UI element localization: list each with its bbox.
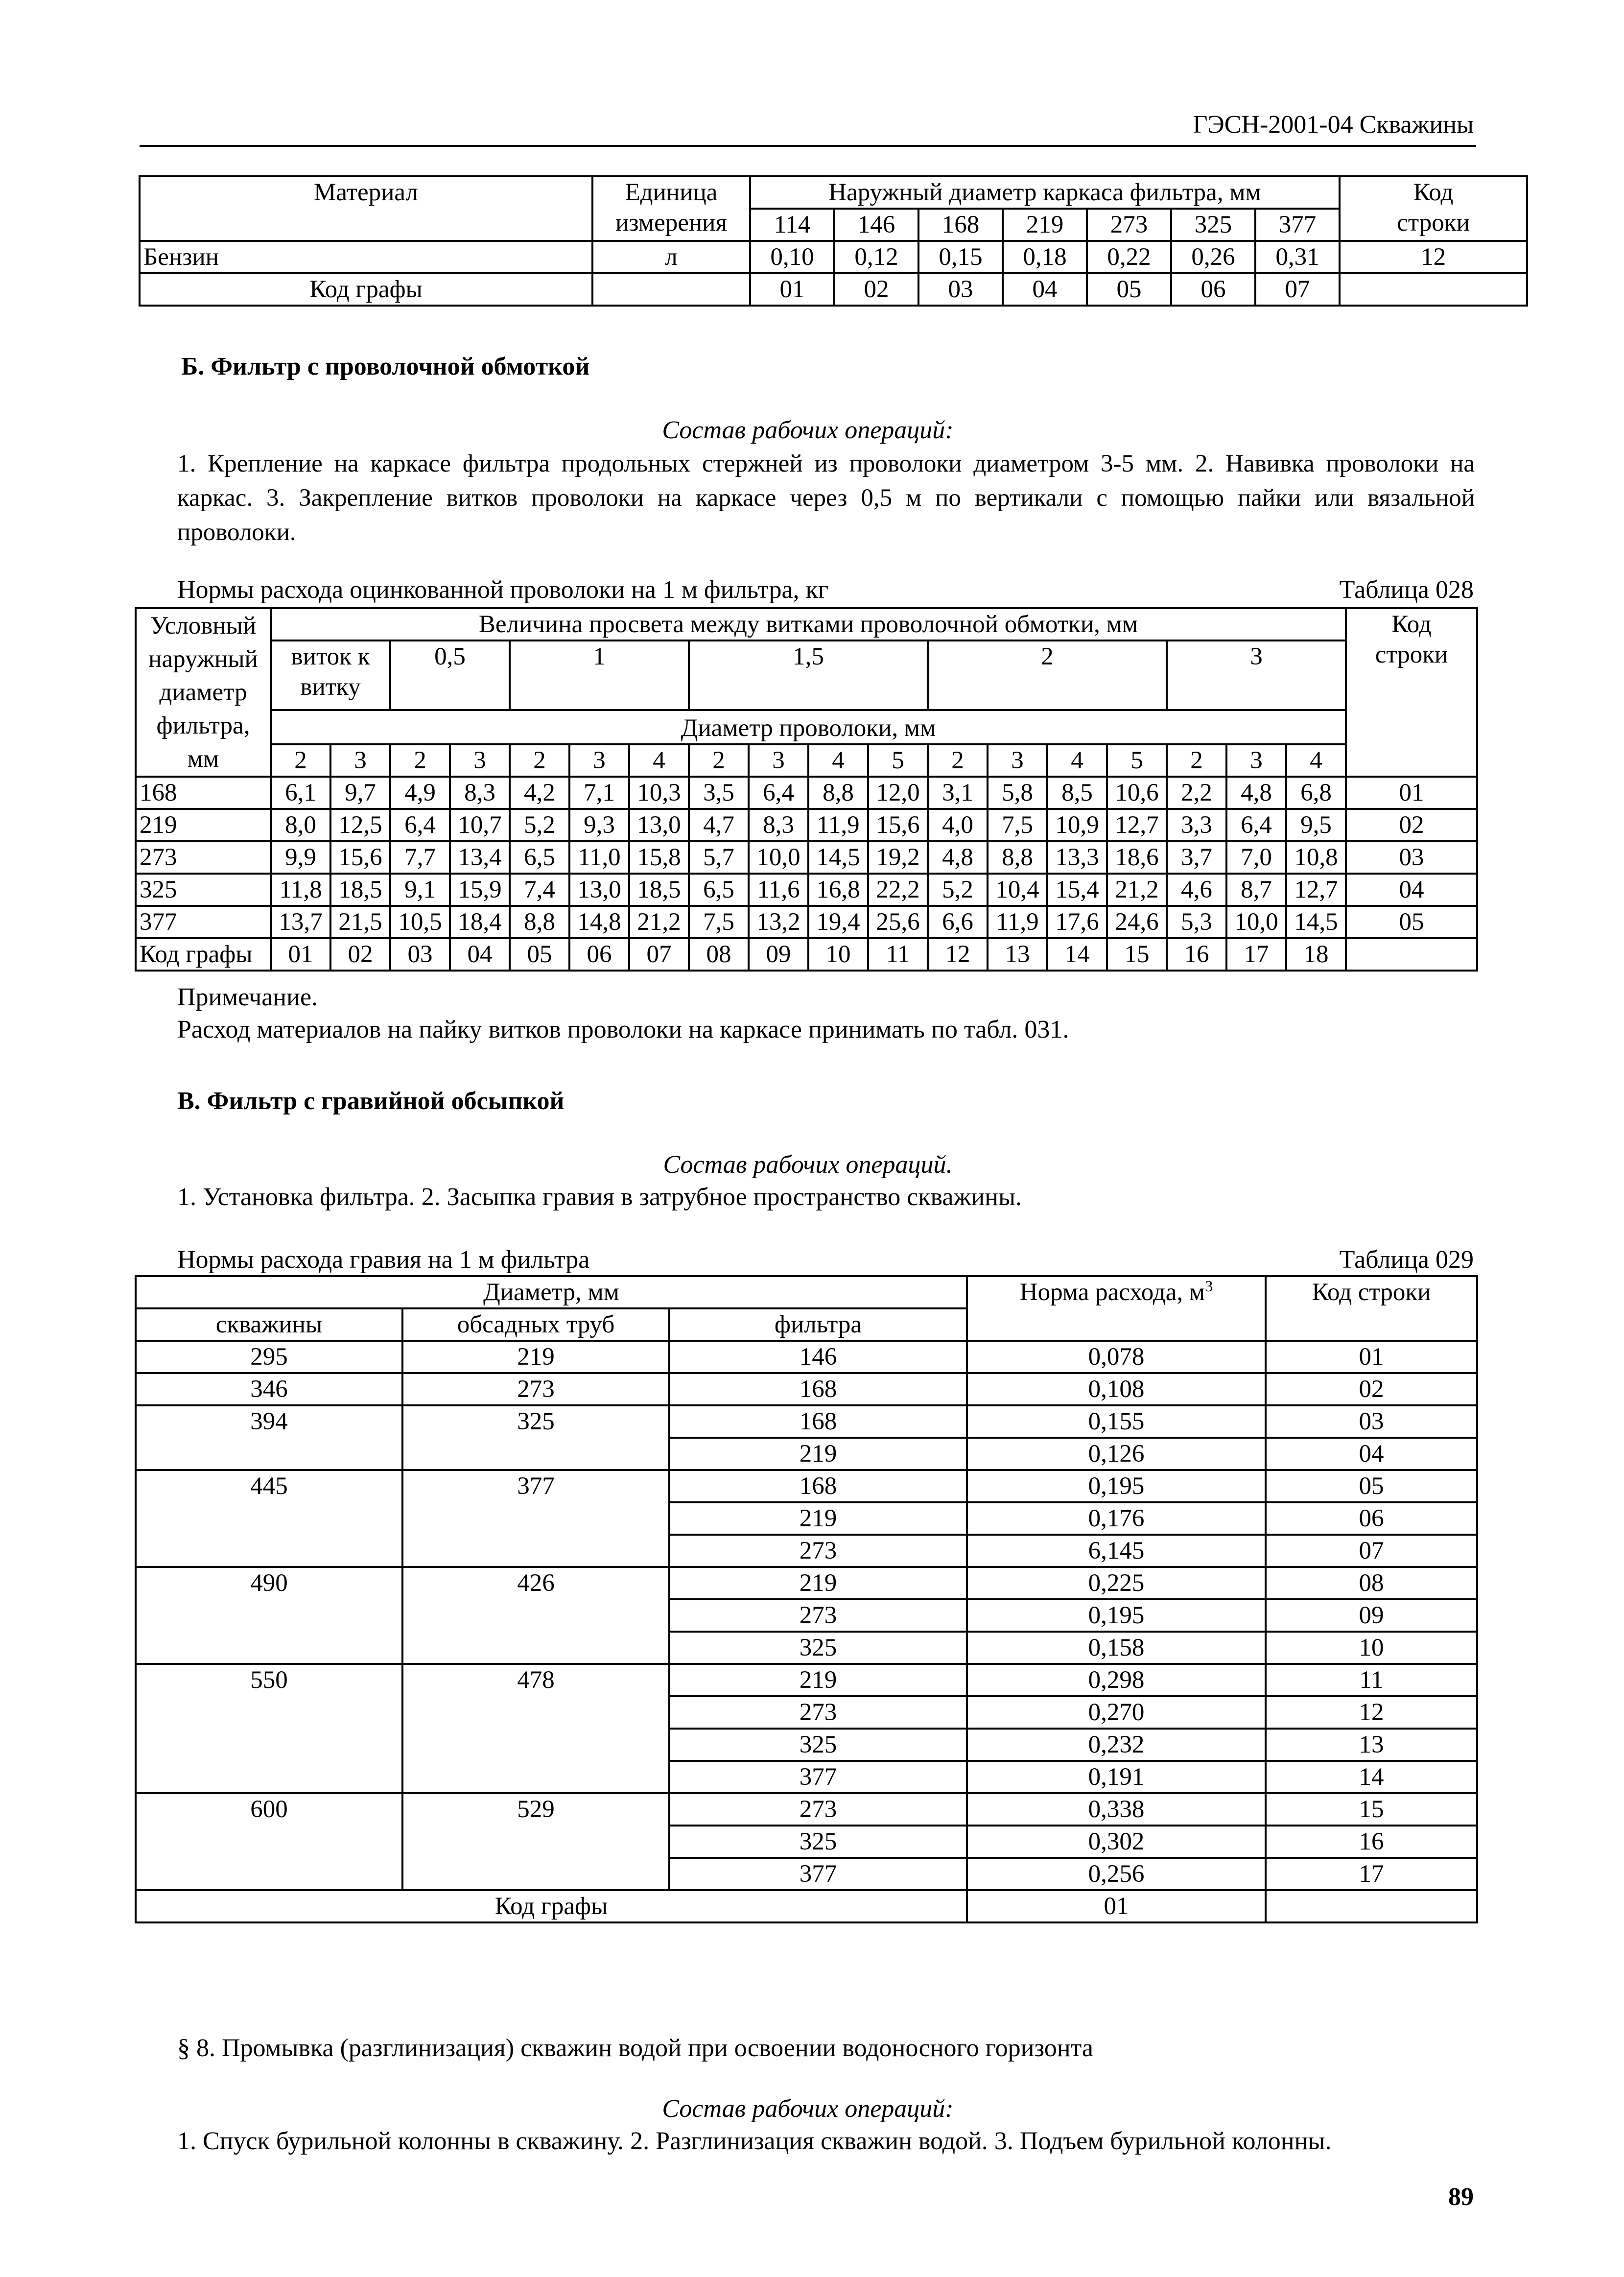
column-code: 09 [749,938,808,971]
wire-consumption-value: 11,0 [569,841,629,874]
consumption-value: 0,31 [1255,241,1340,273]
nominal-diameter-header-line: Условный [150,612,257,640]
casing-diameter: 325 [402,1405,669,1470]
wire-diameter-header: 4 [1286,744,1346,777]
wire-consumption-value: 10,0 [1226,906,1286,938]
wire-consumption-value: 14,5 [1286,906,1346,938]
wire-consumption-value: 4,2 [510,777,569,809]
casing-diameter: 219 [402,1341,669,1373]
filter-diameter: 325 [669,1826,967,1858]
wire-consumption-value: 19,4 [808,906,868,938]
note-text: Расход материалов на пайку витков проволоки на каркасе принимать по табл. 031. [177,1016,1069,1044]
wire-diameter-header: 2 [928,744,988,777]
wire-consumption-value: 21,2 [629,906,689,938]
well-diameter: 346 [136,1373,402,1405]
wire-consumption-value: 12,7 [1286,874,1346,906]
wire-consumption-value: 9,3 [569,809,629,841]
wire-consumption-value: 18,6 [1107,841,1167,874]
wire-consumption-value: 7,5 [988,809,1047,841]
wire-consumption-value: 8,8 [808,777,868,809]
col-header-row-code: Код строки [1266,1276,1477,1341]
row-code: 17 [1266,1858,1477,1890]
col-header-nominal-diameter [136,608,271,777]
wire-diameter-header: 2 [689,744,749,777]
wire-consumption-value: 11,8 [271,874,330,906]
consumption-value: 0,15 [918,241,1003,273]
row-code: 01 [1266,1341,1477,1373]
table-029-caption-text: Нормы расхода гравия на 1 м фильтра [177,1246,590,1274]
wire-consumption-value: 17,6 [1047,906,1107,938]
wire-consumption-value: 6,4 [390,809,450,841]
nominal-diameter: 168 [136,777,271,809]
note-title: Примечание. [177,983,318,1011]
row-code: 01 [1346,777,1477,809]
gap-1-5: 1,5 [689,640,928,710]
consumption-value: 0,18 [1003,241,1087,273]
wire-diameter-header: 4 [808,744,868,777]
diameter-header: 114 [750,209,834,241]
table-029-number: Таблица 029 [1339,1246,1474,1274]
header-rule [140,145,1476,147]
wire-consumption-value: 10,6 [1107,777,1167,809]
row-code: 04 [1266,1438,1477,1470]
wire-diameter-header: 3 [450,744,510,777]
wire-consumption-value: 9,9 [271,841,330,874]
wire-consumption-value: 13,0 [629,809,689,841]
filter-diameter: 325 [669,1632,967,1664]
wire-diameter-header: 3 [330,744,390,777]
wire-consumption-value: 4,6 [1167,874,1226,906]
filter-diameter: 377 [669,1761,967,1793]
wire-consumption-value: 14,8 [569,906,629,938]
section-8-ops-text: 1. Спуск бурильной колонны в скважину. 2. Разглинизация скважин водой. 3. Подъем бурильной колонны. [177,2127,1332,2155]
nominal-diameter: 377 [136,906,271,938]
row-code: 16 [1266,1826,1477,1858]
wire-consumption-value: 6,5 [510,841,569,874]
column-code: 03 [390,938,450,971]
wire-consumption-value: 8,3 [749,809,808,841]
table-029-caption [177,1244,1474,1276]
wire-consumption-value: 7,4 [510,874,569,906]
wire-consumption-value: 12,5 [330,809,390,841]
well-diameter: 394 [136,1405,402,1470]
row-code: 11 [1266,1664,1477,1696]
col-header-row-code: Код строки [1346,608,1477,777]
row-code: 06 [1266,1502,1477,1535]
empty-cell [1346,938,1477,971]
section-b-ops-title: Состав рабочих операций: [662,416,954,444]
col-header-norm: Норма расхода, $м^3$ [967,1276,1266,1341]
wire-diameter-header: 3 [988,744,1047,777]
wire-consumption-value: 5,8 [988,777,1047,809]
filter-diameter: 168 [669,1405,967,1438]
wire-consumption-value: 22,2 [868,874,928,906]
column-code: 06 [1171,273,1255,306]
diameter-header: 273 [1087,209,1171,241]
row-code: 04 [1346,874,1477,906]
column-code: 13 [988,938,1047,971]
col-header-unit: Единица измерения [592,176,750,241]
column-code: 11 [868,938,928,971]
wire-consumption-value: 4,8 [1226,777,1286,809]
wire-consumption-value: 12,0 [868,777,928,809]
wire-consumption-value: 15,6 [868,809,928,841]
gravel-table [135,1275,1478,1923]
column-code: 15 [1107,938,1167,971]
wire-diameter-header: 2 [271,744,330,777]
wire-diameter-header: 2 [1167,744,1226,777]
wire-consumption-value: 5,3 [1167,906,1226,938]
table-row [136,1567,1477,1599]
gravel-norm: 0,176 [967,1502,1266,1535]
table-row [136,874,1477,906]
section-v-ops-text: 1. Установка фильтра. 2. Засыпка гравия в затрубное пространство скважины. [177,1183,1022,1211]
wire-consumption-value: 8,3 [450,777,510,809]
nominal-diameter-header-line: наружный [148,645,258,673]
wire-diameter-header: 4 [1047,744,1107,777]
table-028-caption [177,574,1474,606]
column-code: 17 [1226,938,1286,971]
wire-consumption-value: 10,4 [988,874,1047,906]
running-header: ГЭСН-2001-04 Скважины [1193,111,1474,139]
gravel-norm: 0,126 [967,1438,1266,1470]
col-header-outer-diameter: Наружный диаметр каркаса фильтра, мм [750,176,1340,209]
table-row [136,906,1477,938]
wire-consumption-value: 18,4 [450,906,510,938]
wire-consumption-value: 15,9 [450,874,510,906]
wire-table [135,607,1478,972]
filter-diameter: 219 [669,1567,967,1599]
column-code: 01 [967,1890,1266,1922]
nominal-diameter: 273 [136,841,271,874]
wire-diameter-header: 5 [868,744,928,777]
wire-diameter-header: 5 [1107,744,1167,777]
column-code: 07 [629,938,689,971]
wire-consumption-value: 6,6 [928,906,988,938]
filter-diameter: 273 [669,1535,967,1567]
column-code-label: Код графы [136,938,271,971]
filter-diameter: 325 [669,1729,967,1761]
casing-diameter: 478 [402,1664,669,1793]
wire-consumption-value: 10,5 [390,906,450,938]
wire-consumption-value: 21,5 [330,906,390,938]
col-header-wire-diameter: Диаметр проволоки, мм [271,710,1346,744]
filter-diameter: 273 [669,1793,967,1826]
wire-consumption-value: 7,7 [390,841,450,874]
consumption-value: 0,22 [1087,241,1171,273]
filter-diameter: 219 [669,1664,967,1696]
wire-consumption-value: 7,5 [689,906,749,938]
diameter-header: 168 [918,209,1003,241]
wire-diameter-header: 2 [390,744,450,777]
wire-consumption-value: 10,3 [629,777,689,809]
filter-diameter: 219 [669,1502,967,1535]
table-row [136,1373,1477,1405]
table-row [136,1664,1477,1696]
gravel-norm: 0,195 [967,1470,1266,1502]
column-code: 10 [808,938,868,971]
wire-consumption-value: 6,8 [1286,777,1346,809]
section-v-title: В. Фильтр с гравийной обсыпкой [177,1087,565,1115]
wire-consumption-value: 8,0 [271,809,330,841]
filter-diameter: 219 [669,1438,967,1470]
wire-consumption-value: 9,7 [330,777,390,809]
casing-diameter: 529 [402,1793,669,1890]
wire-consumption-value: 3,7 [1167,841,1226,874]
wire-consumption-value: 8,5 [1047,777,1107,809]
column-code: 12 [928,938,988,971]
table-row [136,1470,1477,1502]
wire-diameter-header: 4 [629,744,689,777]
column-code: 14 [1047,938,1107,971]
wire-consumption-value: 10,8 [1286,841,1346,874]
column-code: 07 [1255,273,1340,306]
table-row [136,841,1477,874]
col-header-gap: Величина просвета между витками проволочной обмотки, мм [271,608,1346,640]
well-diameter: 600 [136,1793,402,1890]
wire-consumption-value: 4,9 [390,777,450,809]
wire-diameter-header: 3 [569,744,629,777]
col-header-material: Материал [140,176,592,241]
table-row [136,1793,1477,1826]
wire-consumption-value: 5,2 [928,874,988,906]
table-028-number: Таблица 028 [1339,576,1474,604]
row-code: 03 [1266,1405,1477,1438]
table-row [136,809,1477,841]
column-code: 02 [330,938,390,971]
row-code: 02 [1346,809,1477,841]
gravel-norm: 0,338 [967,1793,1266,1826]
column-code: 01 [750,273,834,306]
nominal-diameter-header-line: мм [187,745,219,773]
diameter-header: 377 [1255,209,1340,241]
material-name: Бензин [140,241,592,273]
diameter-header: 325 [1171,209,1255,241]
wire-consumption-value: 13,7 [271,906,330,938]
wire-consumption-value: 11,9 [808,809,868,841]
row-code: 07 [1266,1535,1477,1567]
row-code: 13 [1266,1729,1477,1761]
filter-diameter: 168 [669,1470,967,1502]
row-code: 05 [1346,906,1477,938]
row-code: 12 [1266,1696,1477,1729]
row-code: 05 [1266,1470,1477,1502]
wire-consumption-value: 7,0 [1226,841,1286,874]
col-header-well: скважины [136,1308,402,1341]
table-row [136,1405,1477,1438]
wire-consumption-value: 10,0 [749,841,808,874]
wire-consumption-value: 10,7 [450,809,510,841]
wire-consumption-value: 11,9 [988,906,1047,938]
column-code: 03 [918,273,1003,306]
wire-consumption-value: 18,5 [629,874,689,906]
gravel-norm: 0,108 [967,1373,1266,1405]
well-diameter: 550 [136,1664,402,1793]
table-028-caption-text: Нормы расхода оцинкованной проволоки на 1 м фильтра, кг [177,576,829,604]
filter-diameter: 273 [669,1696,967,1729]
filter-diameter: 273 [669,1599,967,1632]
wire-consumption-value: 15,8 [629,841,689,874]
gravel-norm: 0,195 [967,1599,1266,1632]
wire-consumption-value: 3,5 [689,777,749,809]
gravel-norm: 0,270 [967,1696,1266,1729]
wire-consumption-value: 8,8 [510,906,569,938]
filter-diameter: 146 [669,1341,967,1373]
col-header-filter: фильтра [669,1308,967,1341]
wire-diameter-header: 2 [510,744,569,777]
wire-consumption-value: 4,8 [928,841,988,874]
wire-consumption-value: 13,2 [749,906,808,938]
wire-consumption-value: 13,0 [569,874,629,906]
column-code: 08 [689,938,749,971]
gap-0-5: 0,5 [390,640,510,710]
row-code: 12 [1340,241,1527,273]
well-diameter: 490 [136,1567,402,1664]
row-code: 14 [1266,1761,1477,1793]
column-code: 02 [834,273,918,306]
well-diameter: 445 [136,1470,402,1567]
wire-consumption-value: 6,4 [749,777,808,809]
row-code: 08 [1266,1567,1477,1599]
wire-consumption-value: 3,3 [1167,809,1226,841]
wire-consumption-value: 18,5 [330,874,390,906]
table-row [136,1341,1477,1373]
filter-diameter: 377 [669,1858,967,1890]
column-code-label: Код графы [140,273,592,306]
section-b-title: Б. Фильтр с проволочной обмоткой [181,353,590,380]
nominal-diameter-header-line: фильтра, [156,712,250,739]
section-8-ops-title: Состав рабочих операций: [662,2095,954,2123]
empty-cell [1340,273,1527,306]
nominal-diameter: 325 [136,874,271,906]
section-b-ops-text: 1. Крепление на каркасе фильтра продольных стержней из проволоки диаметром 3-5 мм. 2. Навивка проволоки на каркас. 3. Закрепление витков проволоки на каркасе через 0,5 м по вертикали с помощью пайки или вязальной проволоки. [177,450,1475,546]
row-code: 09 [1266,1599,1477,1632]
wire-consumption-value: 7,1 [569,777,629,809]
wire-consumption-value: 13,3 [1047,841,1107,874]
filter-diameter: 168 [669,1373,967,1405]
column-code: 04 [1003,273,1087,306]
gravel-norm: 0,191 [967,1761,1266,1793]
empty-cell [592,273,750,306]
wire-consumption-value: 11,6 [749,874,808,906]
wire-consumption-value: 6,1 [271,777,330,809]
gap-3: 3 [1167,640,1346,710]
col-header-turn-to-turn: виток к витку [271,640,390,710]
wire-consumption-value: 15,4 [1047,874,1107,906]
wire-consumption-value: 13,4 [450,841,510,874]
row-code: 15 [1266,1793,1477,1826]
wire-consumption-value: 9,5 [1286,809,1346,841]
column-code: 01 [271,938,330,971]
section-v-ops-title: Состав рабочих операций. [663,1151,953,1179]
column-code: 05 [1087,273,1171,306]
well-diameter: 295 [136,1341,402,1373]
gap-1: 1 [510,640,689,710]
wire-consumption-value: 4,0 [928,809,988,841]
consumption-value: 0,10 [750,241,834,273]
column-code: 18 [1286,938,1346,971]
gravel-norm: 0,256 [967,1858,1266,1890]
section-8-title: § 8. Промывка (разглинизация) скважин водой при освоении водоносного горизонта [177,2034,1093,2062]
wire-diameter-header: 3 [1226,744,1286,777]
gravel-norm: 0,298 [967,1664,1266,1696]
gravel-norm: 6,145 [967,1535,1266,1567]
wire-consumption-value: 16,8 [808,874,868,906]
wire-diameter-header: 3 [749,744,808,777]
wire-consumption-value: 6,5 [689,874,749,906]
consumption-value: 0,26 [1171,241,1255,273]
wire-consumption-value: 4,7 [689,809,749,841]
wire-consumption-value: 19,2 [868,841,928,874]
column-code-label: Код графы [136,1890,967,1922]
nominal-diameter-header-line: диаметр [159,679,247,706]
wire-consumption-value: 8,8 [988,841,1047,874]
casing-diameter: 377 [402,1470,669,1567]
gravel-norm: 0,232 [967,1729,1266,1761]
empty-cell [1266,1890,1477,1922]
row-code: 10 [1266,1632,1477,1664]
wire-consumption-value: 10,9 [1047,809,1107,841]
gravel-norm: 0,155 [967,1405,1266,1438]
column-code: 05 [510,938,569,971]
gravel-norm: 0,225 [967,1567,1266,1599]
wire-consumption-value: 12,7 [1107,809,1167,841]
wire-consumption-value: 5,2 [510,809,569,841]
column-code: 04 [450,938,510,971]
gravel-norm: 0,078 [967,1341,1266,1373]
diameter-header: 146 [834,209,918,241]
wire-consumption-value: 8,7 [1226,874,1286,906]
col-header-diameter: Диаметр, мм [136,1276,967,1308]
material-unit: л [592,241,750,273]
casing-diameter: 273 [402,1373,669,1405]
wire-consumption-value: 3,1 [928,777,988,809]
casing-diameter: 426 [402,1567,669,1664]
wire-consumption-value: 15,6 [330,841,390,874]
consumption-value: 0,12 [834,241,918,273]
wire-consumption-value: 24,6 [1107,906,1167,938]
page-number: 89 [1448,2183,1474,2211]
wire-consumption-value: 2,2 [1167,777,1226,809]
wire-consumption-value: 14,5 [808,841,868,874]
wire-consumption-value: 5,7 [689,841,749,874]
col-header-row-code: Код строки [1340,176,1527,241]
row-code: 03 [1346,841,1477,874]
wire-consumption-value: 21,2 [1107,874,1167,906]
wire-consumption-value: 25,6 [868,906,928,938]
col-header-casing: обсадных труб [402,1308,669,1341]
row-code: 02 [1266,1373,1477,1405]
diameter-header: 219 [1003,209,1087,241]
gasoline-table [139,175,1528,307]
gap-2: 2 [928,640,1167,710]
table-row [136,777,1477,809]
column-code: 16 [1167,938,1226,971]
gravel-norm: 0,302 [967,1826,1266,1858]
wire-consumption-value: 6,4 [1226,809,1286,841]
wire-consumption-value: 9,1 [390,874,450,906]
gravel-norm: 0,158 [967,1632,1266,1664]
nominal-diameter: 219 [136,809,271,841]
column-code: 06 [569,938,629,971]
